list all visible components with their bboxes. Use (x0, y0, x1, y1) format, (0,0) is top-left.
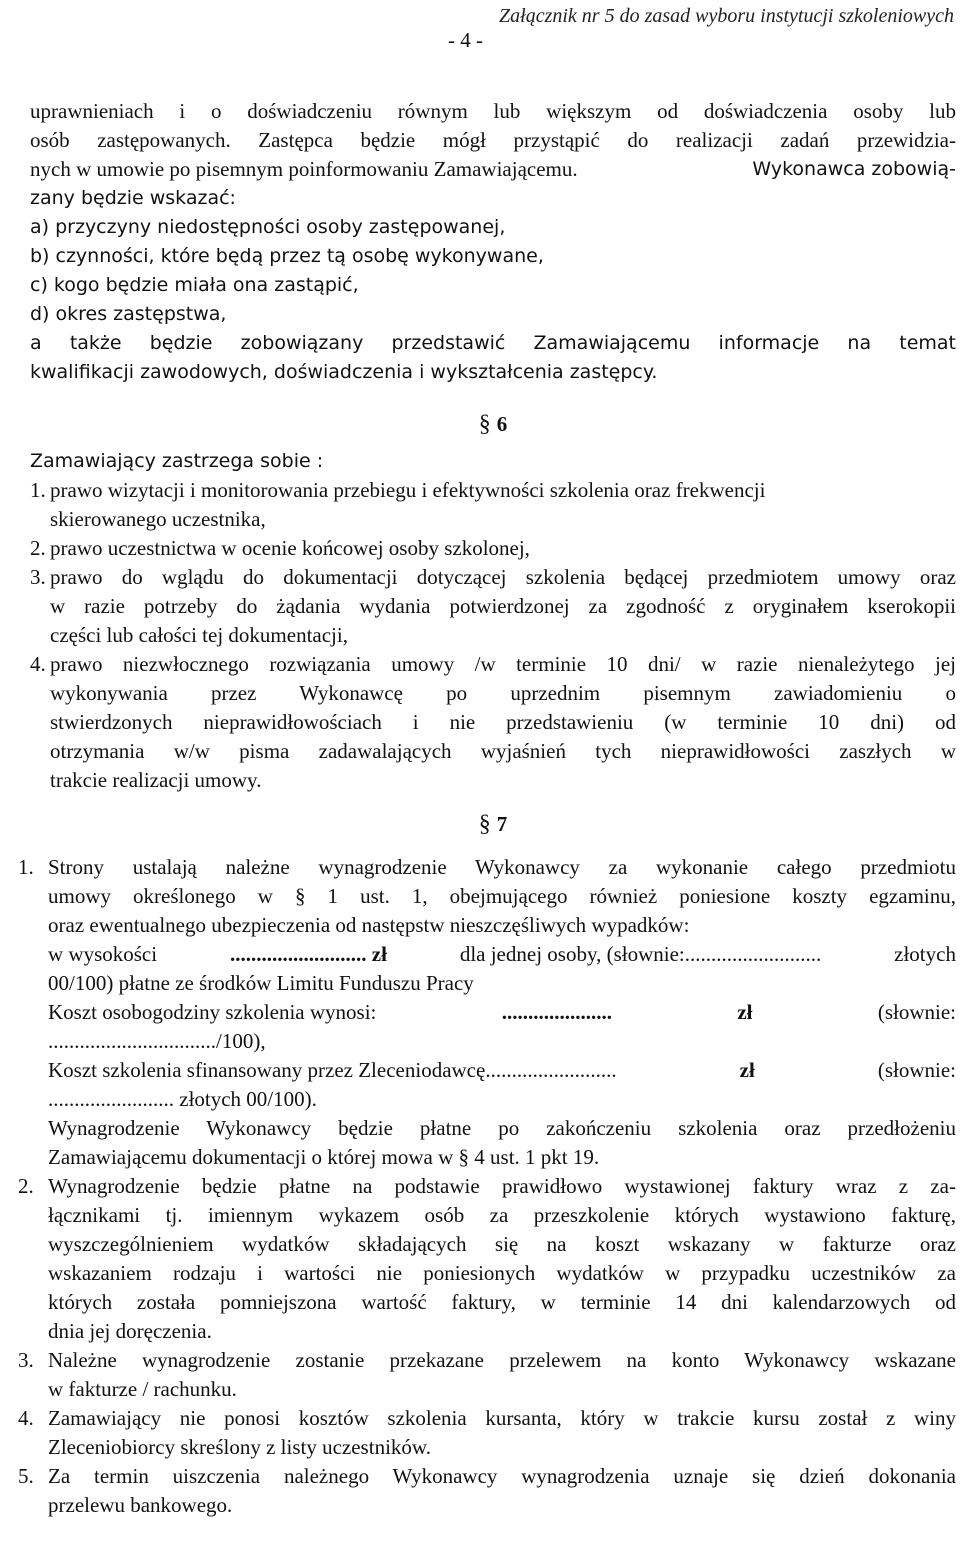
cost-hour-line (48, 998, 956, 1027)
intro-paragraph (30, 97, 956, 387)
item-line: wykonywania przez Wykonawcę po uprzednim pisemnym zawiadomieniu o (50, 681, 956, 705)
item-line: prawo uczestnictwa w ocenie końcowej osoby szkolonej, (50, 536, 530, 560)
item-line: wskazaniem rodzaju i wartości nie poniesionych wydatków w przypadku uczestników za (48, 1261, 956, 1285)
intro-line-part: Wykonawca zobowią- (752, 158, 956, 180)
item-number: 3. (18, 1348, 34, 1372)
intro-line (30, 155, 956, 184)
item-line: prawo do wglądu do dokumentacji dotyczącej szkolenia będącej przedmiotem umowy oraz (50, 565, 956, 589)
section-6-list (30, 476, 956, 795)
item-line: w fakturze / rachunku. (48, 1377, 237, 1401)
cost-hour-words: (słownie: (877, 1000, 956, 1024)
item-line: prawo wizytacji i monitorowania przebiegu i efektywności szkolenia oraz frekwencji (50, 478, 766, 502)
item-line: których została pomniejszona wartość faktury, w terminie 14 dni kalendarzowych od (48, 1290, 956, 1314)
item-line: części lub całości tej dokumentacji, (50, 623, 348, 647)
item-number: 1. (30, 478, 46, 502)
intro-line: osób zastępowanych. Zastępca będzie mógł przystąpić do realizacji zadań przewidzia- (30, 128, 956, 152)
list-item (18, 1346, 956, 1404)
intro-item: c) kogo będzie miała ona zastąpić, (30, 274, 359, 296)
intro-line: uprawnieniach i o doświadczeniu równym lub większym od doświadczenia osoby lub (30, 99, 956, 123)
amount-blank: .......................... (230, 942, 367, 966)
item-line: Zamawiającemu dokumentacji o której mowa w § 4 ust. 1 pkt 19. (48, 1145, 600, 1169)
document-body (18, 97, 956, 1520)
amount-label: w wysokości (48, 942, 158, 966)
intro-line-part: nych w umowie po pisemnym poinformowaniu Zamawiającemu. (30, 157, 578, 181)
attachment-title: Załącznik nr 5 do zasad wyboru instytucji szkoleniowych (499, 5, 954, 27)
section-symbol: § (478, 411, 491, 437)
list-item (18, 1404, 956, 1462)
amount-currency: złotych (894, 942, 956, 966)
list-item (18, 1462, 956, 1520)
item-number: 4. (30, 652, 46, 676)
intro-closing-line: kwalifikacji zawodowych, doświadczenia i wykształcenia zastępcy. (30, 361, 658, 383)
item-line: Wynagrodzenie Wykonawcy będzie płatne po zakończeniu szkolenia oraz przedłożeniu (48, 1116, 956, 1140)
item-line: wyszczególnieniem wydatków składających się na koszt wskazany w fakturze oraz (48, 1232, 956, 1256)
item-number: 2. (18, 1174, 34, 1198)
item-line: skierowanego uczestnika, (50, 507, 266, 531)
cost-hour-blank: ..................... (501, 1000, 612, 1024)
section-number: 7 (496, 812, 508, 836)
intro-closing-line: a także będzie zobowiązany przedstawić Zamawiającemu informacje na temat (30, 332, 956, 354)
list-item (30, 563, 956, 650)
section-number: 6 (496, 412, 508, 436)
cost-employer-words: (słownie: (877, 1058, 956, 1082)
item-line: Należne wynagrodzenie zostanie przekazane przelewem na konto Wykonawcy wskazane (48, 1348, 956, 1372)
cost-employer-unit: zł (739, 1058, 755, 1082)
cost-employer-line (48, 1056, 956, 1085)
item-number: 2. (30, 536, 46, 560)
intro-item: b) czynności, które będą przez tą osobę wykonywane, (30, 245, 544, 267)
section-6-lead: Zamawiający zastrzega sobie : (30, 450, 324, 472)
list-item (18, 1172, 956, 1346)
list-item (30, 534, 956, 563)
cost-hour-unit: zł (737, 1000, 753, 1024)
section-7-list (18, 853, 956, 1520)
cost-employer-label: Koszt szkolenia sfinansowany przez Zleceniodawcę......................... (48, 1058, 617, 1082)
item-number: 4. (18, 1406, 34, 1430)
item-line: Zamawiający nie ponosi kosztów szkolenia kursanta, który w trakcie kursu został z winy (48, 1406, 956, 1430)
item-line: łącznikami tj. imiennym wykazem osób za przeszkolenie których wystawiono fakturę, (48, 1203, 956, 1227)
item-line: trakcie realizacji umowy. (50, 768, 262, 792)
item-line: 00/100) płatne ze środków Limitu Funduszu Pracy (48, 971, 474, 995)
item-line: otrzymania w/w pisma zadawalających wyjaśnień tych nieprawidłowości zaszłych w (50, 739, 956, 763)
intro-item: a) przyczyny niedostępności osoby zastępowanej, (30, 216, 506, 238)
intro-line: zany będzie wskazać: (30, 187, 236, 209)
item-line: ........................ złotych 00/100). (48, 1087, 317, 1111)
list-item (30, 650, 956, 795)
item-number: 3. (30, 565, 46, 589)
section-symbol: § (478, 811, 491, 837)
item-line: prawo niezwłocznego rozwiązania umowy /w terminie 10 dni/ w razie nienależytego jej (50, 652, 956, 676)
item-line: Strony ustalają należne wynagrodzenie Wykonawcy za wykonanie całego przedmiotu (48, 855, 956, 879)
item-number: 5. (18, 1464, 34, 1488)
page-number: - 4 - (448, 28, 483, 52)
amount-line (48, 940, 956, 969)
item-line: stwierdzonych nieprawidłowościach i nie przedstawieniu (w terminie 10 dni) od (50, 710, 956, 734)
item-line: przelewu bankowego. (48, 1493, 233, 1517)
amount-words: dla jednej osoby, (słownie:.......................... (459, 942, 822, 966)
item-line: w razie potrzeby do żądania wydania potwierdzonej za zgodność z oryginałem kserokopii (50, 594, 956, 618)
item-number: 1. (18, 855, 34, 879)
item-line: Wynagrodzenie będzie płatne na podstawie prawidłowo wystawionej faktury wraz z za- (48, 1174, 956, 1198)
list-item (18, 853, 956, 1172)
item-line: umowy określonego w § 1 ust. 1, obejmującego również poniesione koszty egzaminu, (48, 884, 956, 908)
amount-unit: zł (371, 942, 387, 966)
item-line: ................................/100), (48, 1029, 266, 1053)
item-line: Za termin uiszczenia należnego Wykonawcy wynagrodzenia uznaje się dzień dokonania (48, 1464, 956, 1488)
section-6-heading (30, 401, 956, 447)
section-7-heading (30, 795, 956, 853)
item-line: oraz ewentualnego ubezpieczenia od następstw nieszczęśliwych wypadków: (48, 913, 690, 937)
item-line: dnia jej doręczenia. (48, 1319, 212, 1343)
cost-hour-label: Koszt osobogodziny szkolenia wynosi: (48, 1000, 377, 1024)
list-item (30, 476, 956, 534)
intro-item: d) okres zastępstwa, (30, 303, 227, 325)
item-line: Zleceniobiorcy skreślony z listy uczestników. (48, 1435, 431, 1459)
